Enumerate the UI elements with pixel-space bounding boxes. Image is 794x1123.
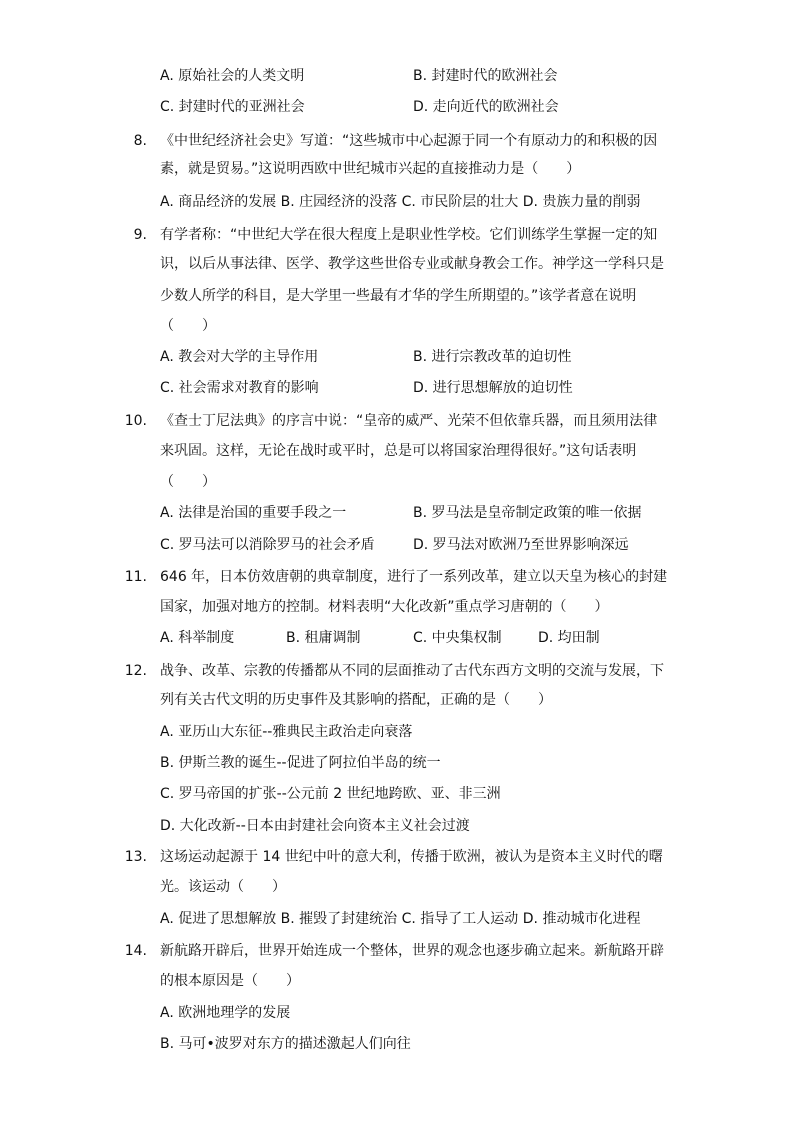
q11-option-b: B. 租庸调制	[286, 630, 361, 646]
q10-stem-line: 来巩固。这样，无论在战时或平时，总是可以将国家治理得很好。”这句话表明	[160, 443, 637, 459]
q14-option: B. 马可•波罗对东方的描述激起人们向往	[160, 1036, 411, 1052]
q11-number: 11.	[124, 569, 147, 585]
q9-option-d: D. 进行思想解放的迫切性	[413, 380, 573, 396]
q14-option: A. 欧洲地理学的发展	[160, 1005, 291, 1021]
q11-option-c: C. 中央集权制	[413, 630, 502, 646]
q8-options: A. 商品经济的发展 B. 庄园经济的没落 C. 市民阶层的壮大 D. 贵族力量的削弱	[160, 194, 641, 210]
q13-options: A. 促进了思想解放 B. 摧毁了封建统治 C. 指导了工人运动 D. 推动城市化进程	[160, 911, 641, 927]
q12-stem-line: 战争、改革、宗教的传播都从不同的层面推动了古代东西方文明的交流与发展，下	[160, 663, 664, 679]
q8-stem-line: 素，就是贸易。”这说明西欧中世纪城市兴起的直接推动力是（ ）	[160, 161, 581, 177]
q7-option-d: D. 走向近代的欧洲社会	[413, 99, 559, 115]
q11-option-d: D. 均田制	[538, 630, 600, 646]
q12-option: C. 罗马帝国的扩张--公元前 2 世纪地跨欧、亚、非三洲	[160, 786, 501, 802]
q9-option-c: C. 社会需求对教育的影响	[160, 380, 319, 396]
q7-option-b: B. 封建时代的欧洲社会	[413, 68, 558, 84]
q12-option: A. 亚历山大东征--雅典民主政治走向衰落	[160, 724, 413, 740]
q10-stem-line: 《查士丁尼法典》的序言中说：“皇帝的威严、光荣不但依靠兵器，而且须用法律	[160, 413, 658, 429]
q14-stem-line: 的根本原因是（ ）	[160, 973, 300, 989]
q7-option-a: A. 原始社会的人类文明	[160, 68, 305, 84]
q12-option: B. 伊斯兰教的诞生--促进了阿拉伯半岛的统一	[160, 755, 441, 771]
q9-option-b: B. 进行宗教改革的迫切性	[413, 349, 572, 365]
q9-stem-line: 少数人所学的科目，是大学里一些最有才华的学生所期望的。”该学者意在说明	[160, 288, 637, 304]
q11-stem-line: 646 年，日本仿效唐朝的典章制度，进行了一系列改革，建立以天皇为核心的封建	[160, 569, 668, 585]
q9-stem-line: 识，以后从事法律、医学、教学这些世俗专业或献身教会工作。神学这一学科只是	[160, 256, 664, 272]
q10-number: 10.	[124, 413, 147, 429]
q8-number: 8.	[133, 133, 147, 149]
q10-stem-line: （ ）	[160, 474, 216, 490]
q10-option-c: C. 罗马法可以消除罗马的社会矛盾	[160, 537, 375, 553]
q12-stem-line: 列有关古代文明的历史事件及其影响的搭配，正确的是（ ）	[160, 692, 552, 708]
q13-stem-line: 这场运动起源于 14 世纪中叶的意大利，传播于欧洲，被认为是资本主义时代的曙	[160, 849, 663, 865]
q10-option-d: D. 罗马法对欧洲乃至世界影响深远	[413, 537, 629, 553]
q7-option-c: C. 封建时代的亚洲社会	[160, 99, 305, 115]
q9-stem-line: 有学者称：“中世纪大学在很大程度上是职业性学校。它们训练学生掌握一定的知	[160, 227, 658, 243]
q14-number: 14.	[124, 943, 147, 959]
q9-option-a: A. 教会对大学的主导作用	[160, 349, 319, 365]
q11-option-a: A. 科举制度	[160, 630, 235, 646]
q12-option: D. 大化改新--日本由封建社会向资本主义社会过渡	[160, 818, 470, 834]
q9-number: 9.	[133, 227, 147, 243]
q9-stem-line: （ ）	[160, 318, 216, 334]
q10-option-b: B. 罗马法是皇帝制定政策的唯一依据	[413, 505, 642, 521]
q10-option-a: A. 法律是治国的重要手段之一	[160, 505, 347, 521]
q13-number: 13.	[124, 849, 147, 865]
q12-number: 12.	[124, 663, 147, 679]
q11-stem-line: 国家，加强对地方的控制。材料表明“大化改新”重点学习唐朝的（ ）	[160, 599, 609, 615]
q13-stem-line: 光。该运动（ ）	[160, 879, 286, 895]
q14-stem-line: 新航路开辟后，世界开始连成一个整体，世界的观念也逐步确立起来。新航路开辟	[160, 943, 664, 959]
q8-stem-line: 《中世纪经济社会史》写道：“这些城市中心起源于同一个有原动力的和积极的因	[160, 133, 658, 149]
